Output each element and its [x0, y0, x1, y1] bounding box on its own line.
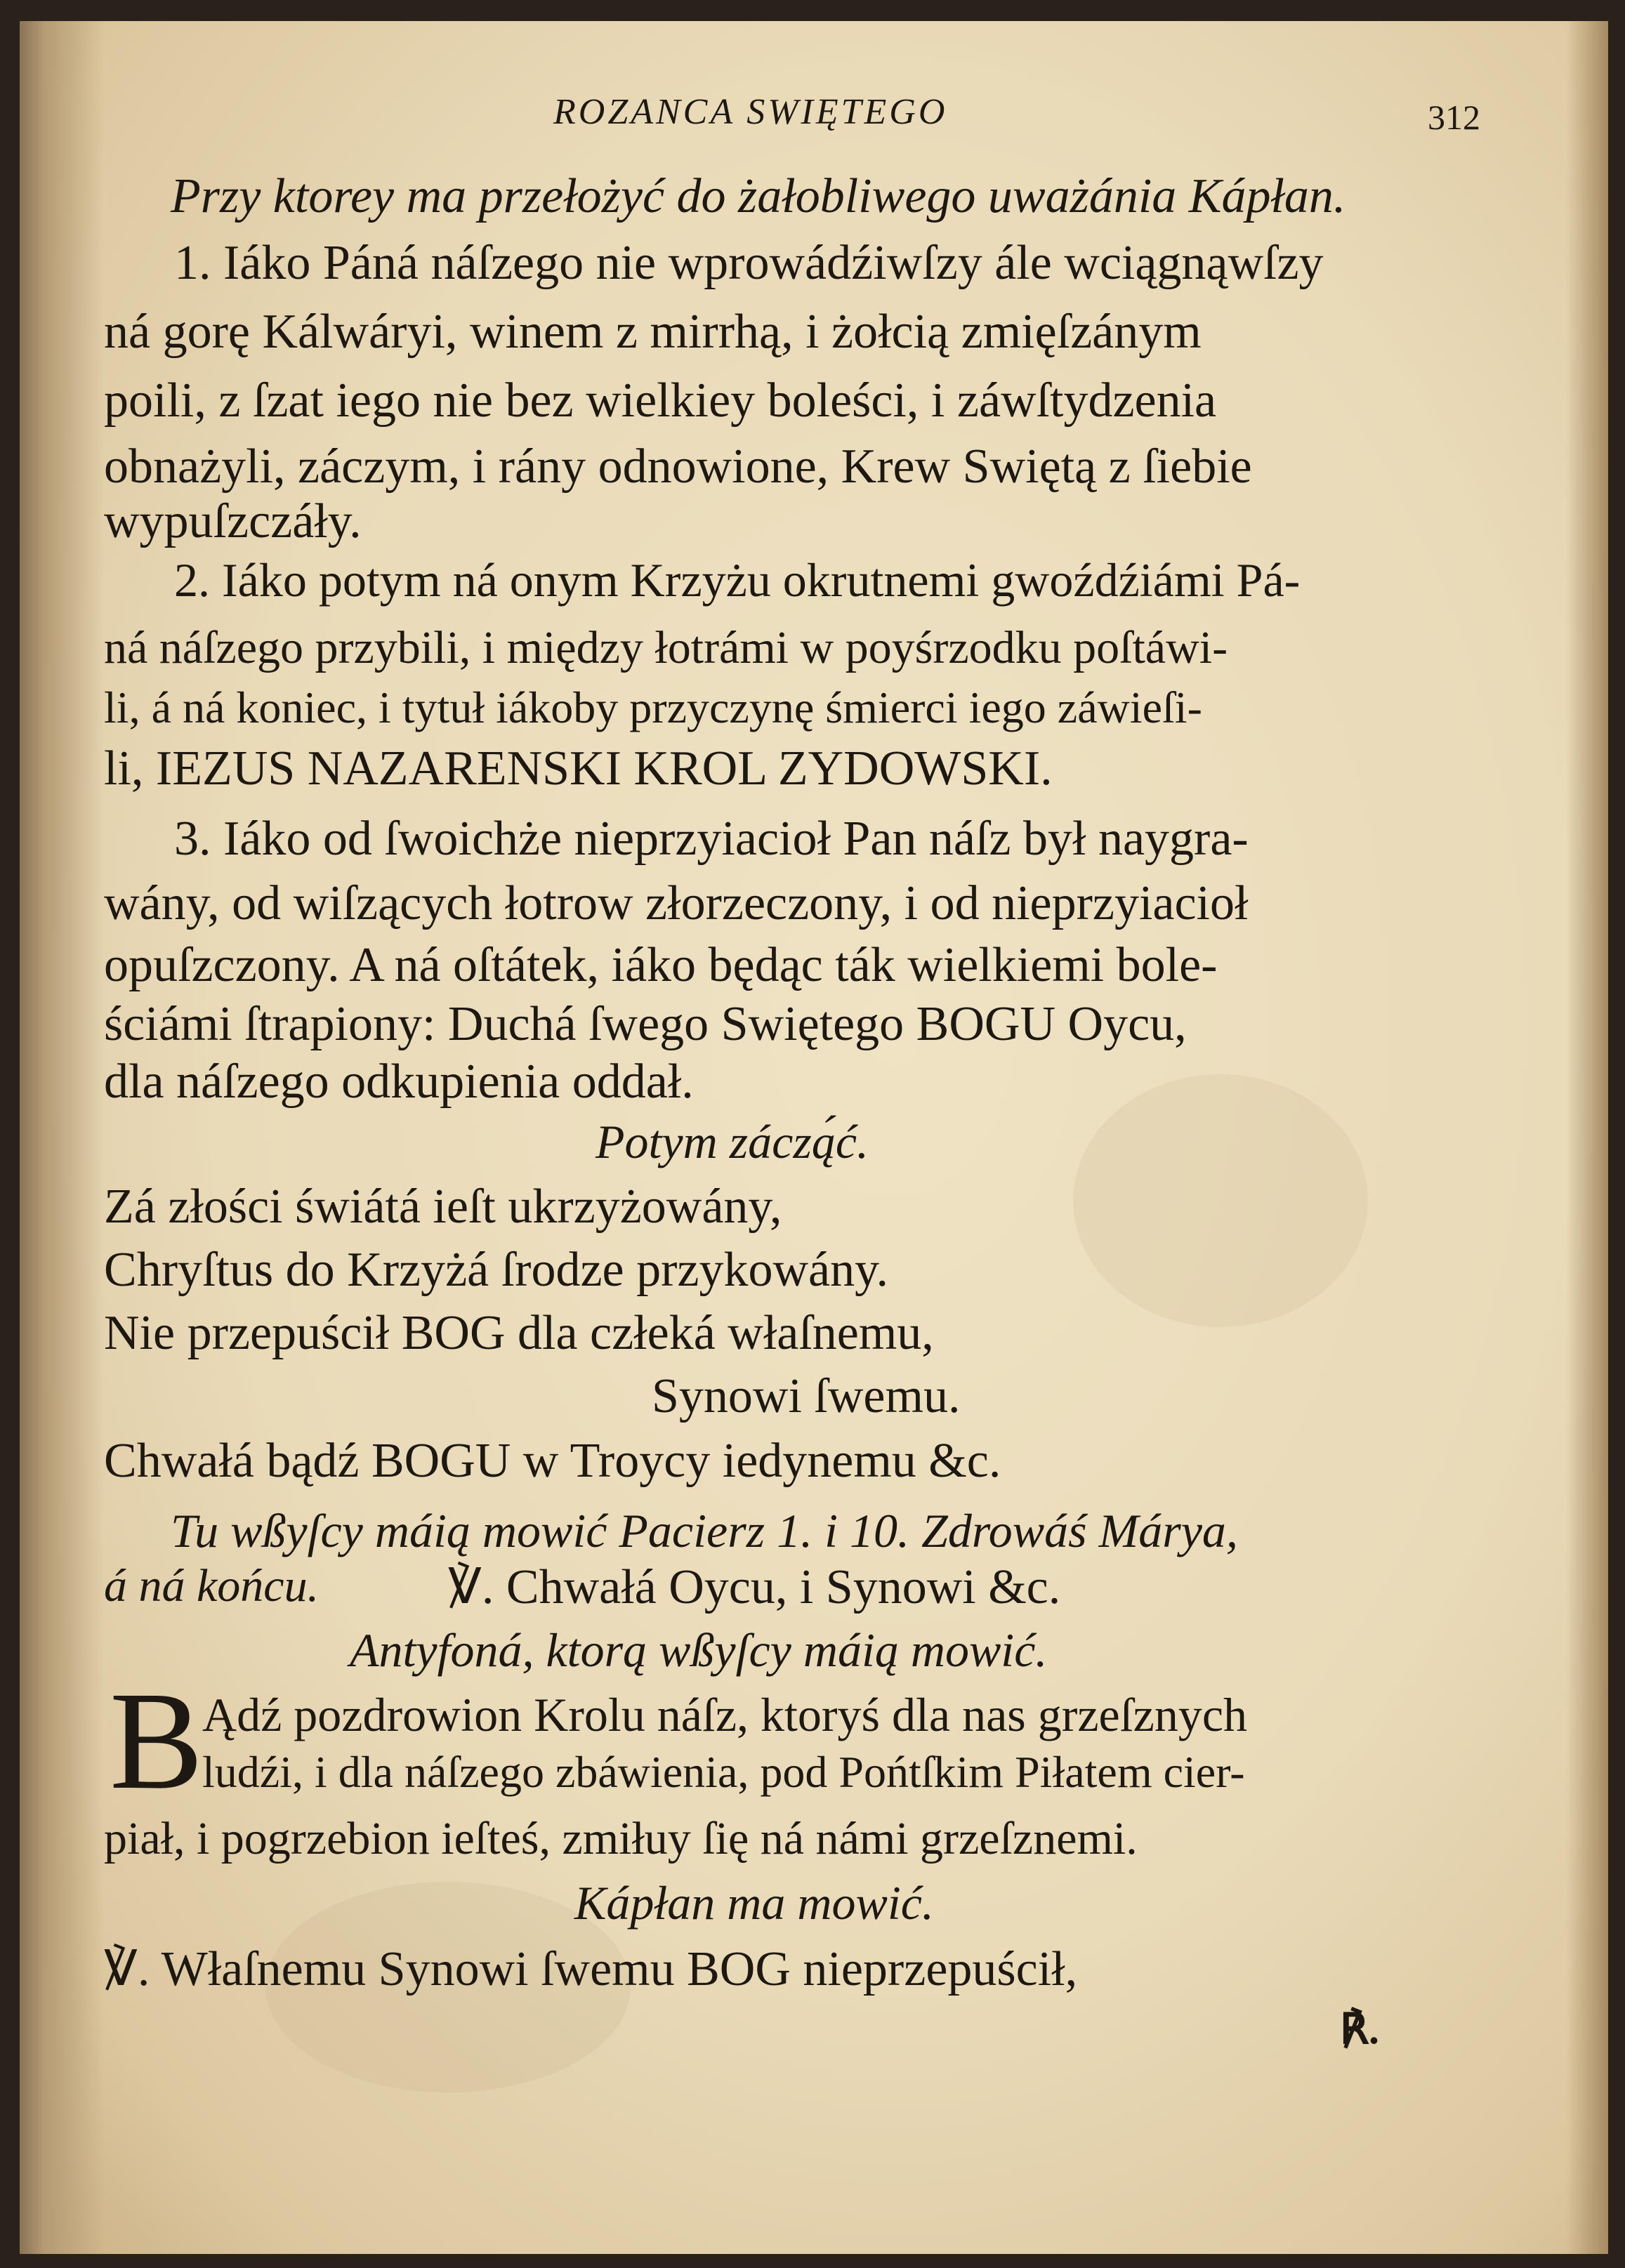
rubric-line: Tu wßyſcy máią mowić Pacierz 1. i 10. Zdrowáś Márya,: [171, 1504, 1238, 1557]
section-heading: Kápłan ma mowić.: [574, 1876, 934, 1930]
text-line: poili, z ſzat iego nie bez wielkiey boleści, i záwſtydzenia: [104, 374, 1217, 428]
verse-line: Chryſtus do Krzyżá ſrodze przykowány.: [104, 1243, 889, 1297]
intro-line: Przy ktorey ma przełożyć do żałobliwego uważánia Kápłan.: [171, 169, 1346, 223]
text-line: ná náſzego przybili, i między łotrámi w poyśrzodku poſtáwi-: [104, 622, 1228, 673]
verse-line: Zá złości świátá ieſt ukrzyżowány,: [104, 1180, 782, 1234]
text-line: 1. Iáko Páná náſzego nie wprowádźiwſzy ále wciągnąwſzy: [174, 236, 1324, 290]
book-page: [20, 21, 1608, 2254]
text-line: ludźi, i dla náſzego zbáwienia, pod Pońtſkim Piłatem cier-: [202, 1747, 1245, 1797]
text-line: 2. Iáko potym ná onym Krzyżu okrutnemi gwoźdźiámi Pá-: [174, 553, 1301, 607]
text-line: 3. Iáko od ſwoichże nieprzyiacioł Pan náſz był naygra-: [174, 812, 1249, 866]
rubric-line: á ná końcu.: [104, 1560, 320, 1611]
rubric-line: ℣. Chwałá Oycu, i Synowi &c.: [448, 1560, 1061, 1614]
text-line: obnażyli, záczym, i rány odnowione, Krew Swiętą z ſiebie: [104, 440, 1252, 494]
text-line: wány, od wiſzących łotrow złorzeczony, i od nieprzyiacioł: [104, 876, 1249, 930]
text-line: piał, i pogrzebion ieſteś, zmiłuy ſię ná námi grzeſznemi.: [104, 1813, 1138, 1864]
response-mark: ℟.: [1340, 2006, 1380, 2052]
drop-cap: B: [110, 1663, 204, 1819]
versicle: ℣. Właſnemu Synowi ſwemu BOG nieprzepuścił,: [104, 1942, 1078, 1996]
text-line: ściámi ſtrapiony: Duchá ſwego Swiętego BOGU Oycu,: [104, 997, 1187, 1051]
text-line: li, IEZUS NAZARENSKI KROL ZYDOWSKI.: [104, 741, 1053, 796]
text-line: ná gorę Kálwáryi, winem z mirrhą, i żołcią zmięſzánym: [104, 305, 1202, 359]
verse-line: Chwałá bądź BOGU w Troycy iedynemu &c.: [104, 1434, 1001, 1488]
section-heading: Potym záczą́ć.: [596, 1115, 869, 1168]
verse-line: Nie przepuścił BOG dla człeká właſnemu,: [104, 1306, 934, 1360]
text-line: li, á ná koniec, i tytuł iákoby przyczynę śmierci iego záwieſi-: [104, 683, 1202, 732]
page-number: 312: [1428, 98, 1480, 137]
text-line: dla náſzego odkupienia oddał.: [104, 1055, 694, 1109]
verse-line: Synowi ſwemu.: [652, 1369, 961, 1423]
text-line: Ądź pozdrowion Krolu náſz, ktoryś dla nas grzeſznych: [202, 1688, 1247, 1741]
section-heading: Antyfoná, ktorą wßyſcy máią mowić.: [350, 1623, 1048, 1677]
text-line: wypuſzczáły.: [104, 494, 362, 548]
text-line: opuſzczony. A ná oſtátek, iáko będąc ták wielkiemi bole-: [104, 938, 1218, 992]
page-text: [20, 21, 1608, 2254]
running-head: ROZANCA SWIĘTEGO: [553, 92, 948, 132]
